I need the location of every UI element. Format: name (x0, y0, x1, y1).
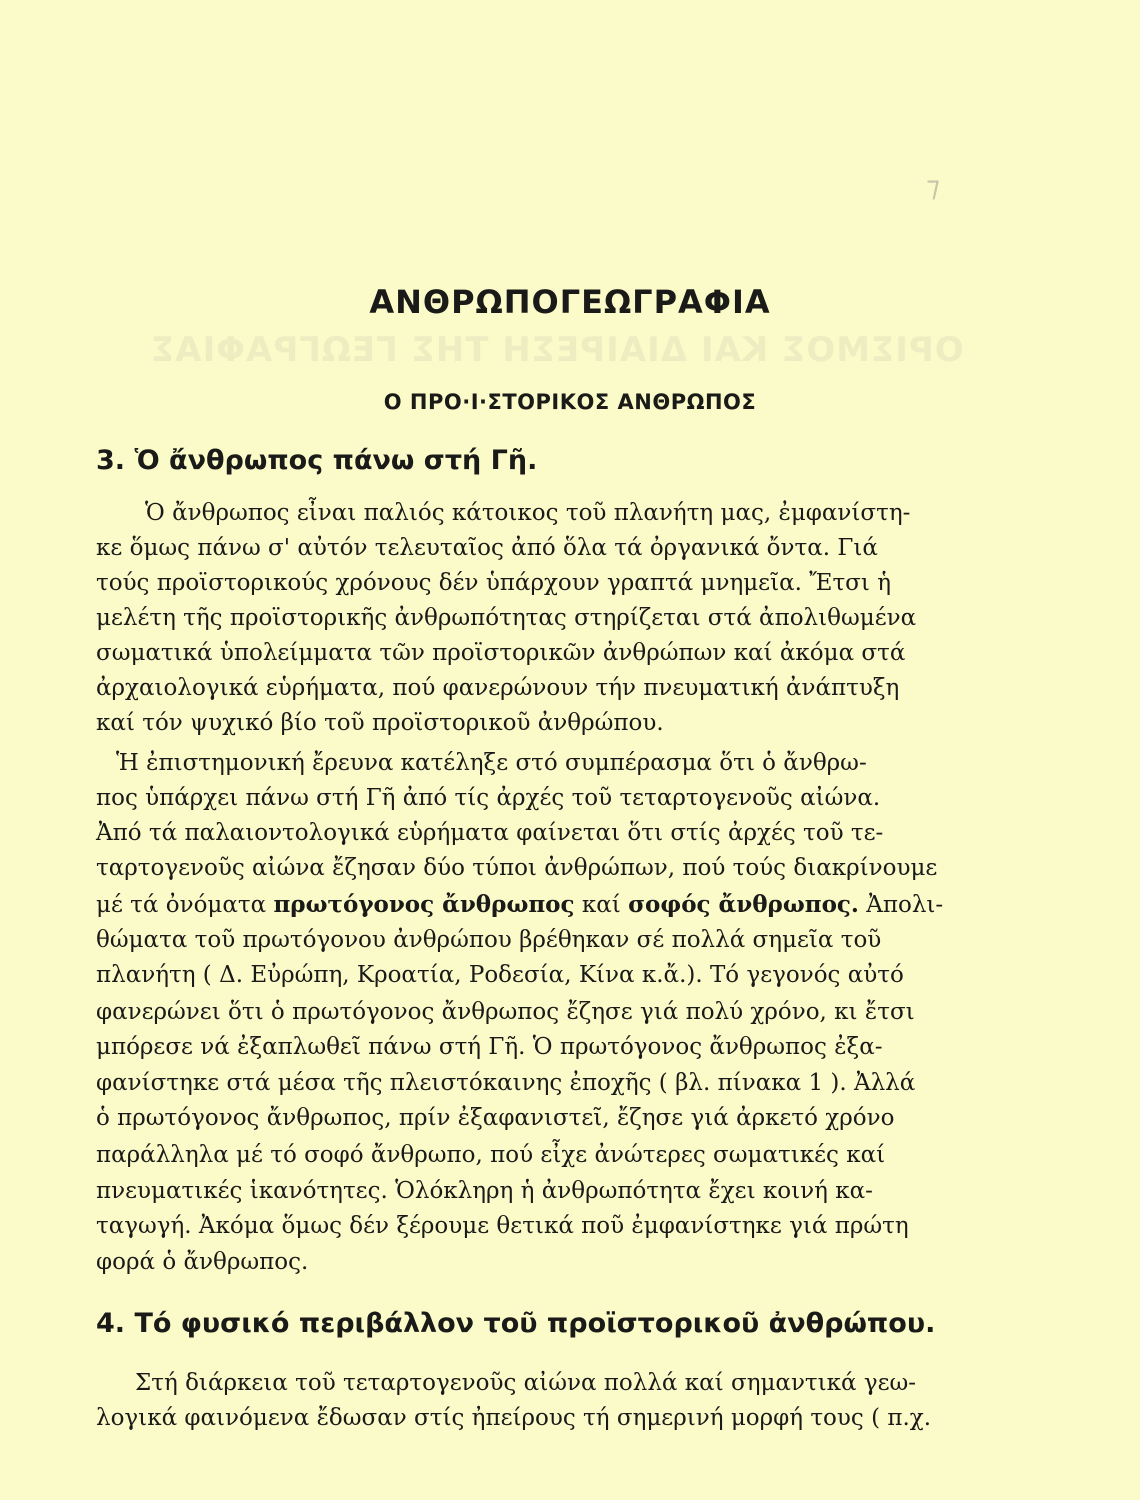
body-line: πος ὑπάρχει πάνω στή Γῆ ἀπό τίς ἀρχές τοῦ τεταρτογενοῦς αἰώνα. (96, 785, 881, 811)
body-line: φανίστηκε στά μέσα τῆς πλειστόκαινης ἐποχῆς ( βλ. πίνακα 1 ). Ἀλλά (96, 1070, 916, 1096)
body-line: σωματικά ὑπολείμματα τῶν προϊστορικῶν ἀνθρώπων καί ἀκόμα στά (96, 640, 906, 666)
body-line: καί τόν ψυχικό βίο τοῦ προϊστορικοῦ ἀνθρώπου. (96, 710, 664, 736)
body-line: κε ὅμως πάνω σ' αὐτόν τελευταῖος ἀπό ὅλα τά ὀργανικά ὄντα. Γιά (96, 535, 878, 561)
body-line: φορά ὁ ἄνθρωπος. (96, 1249, 309, 1275)
body-line: ὁ πρωτόγονος ἄνθρωπος, πρίν ἐξαφανιστεῖ, ἔζησε γιά ἀρκετό χρόνο (96, 1105, 895, 1131)
body-line: ταρτογενοῦς αἰώνα ἔζησαν δύο τύποι ἀνθρώπων, πού τούς διακρίνουμε (96, 855, 938, 881)
body-line: Στή διάρκεια τοῦ τεταρτογενοῦς αἰώνα πολλά καί σημαντικά γεω- (135, 1370, 917, 1396)
body-line: τούς προϊστορικούς χρόνους δέν ὑπάρχουν γραπτά μνημεῖα. Ἔτσι ἡ (96, 570, 891, 596)
chapter-subtitle: Ο ΠΡΟ·Ι·ΣΤΟΡΙΚΟΣ ΑΝΘΡΩΠΟΣ (383, 390, 757, 414)
term-wise-man: σοφός ἄνθρωπος. (628, 891, 859, 918)
section-3-heading: 3. Ὁ ἄνθρωπος πάνω στή Γῆ. (96, 445, 538, 476)
main-title: ΑΝΘΡΩΠΟΓΕΩΓΡΑΦΙΑ (369, 283, 771, 321)
section-4-heading: 4. Τό φυσικό περιβάλλον τοῦ προϊστορικοῦ ἀνθρώπου. (96, 1308, 936, 1339)
line-text: καί (581, 892, 621, 918)
term-primitive-man: πρωτόγονος ἄνθρωπος (273, 891, 575, 918)
body-line: Ἀπό τά παλαιοντολογικά εὑρήματα φαίνεται ὅτι στίς ἀρχές τοῦ τε- (96, 820, 884, 846)
body-line: θώματα τοῦ πρωτόγονου ἀνθρώπου βρέθηκαν σέ πολλά σημεῖα τοῦ (96, 927, 882, 953)
body-line: φανερώνει ὅτι ὁ πρωτόγονος ἄνθρωπος ἔζησε γιά πολύ χρόνο, κι ἔτσι (96, 999, 915, 1025)
body-line: λογικά φαινόμενα ἔδωσαν στίς ἠπείρους τή σημερινή μορφή τους ( π.χ. (96, 1405, 932, 1431)
body-line: παράλληλα μέ τό σοφό ἄνθρωπο, πού εἶχε ἀνώτερες σωματικές καί (96, 1142, 886, 1168)
body-line: μπόρεσε νά ἐξαπλωθεῖ πάνω στή Γῆ. Ὁ πρωτόγονος ἄνθρωπος ἐξα- (96, 1034, 883, 1060)
body-line: πνευματικές ἱκανότητες. Ὁλόκληρη ἡ ἀνθρωπότητα ἔχει κοινή κα- (96, 1178, 873, 1204)
body-line: ἀρχαιολογικά εὑρήματα, πού φανερώνουν τήν πνευματική ἀνάπτυξη (96, 675, 900, 701)
body-line: Ὁ ἄνθρωπος εἶναι παλιός κάτοικος τοῦ πλανήτη μας, ἐμφανίστη- (145, 500, 911, 526)
paper-smudge-mark: ⁊ (926, 170, 940, 203)
body-line: Ἡ ἐπιστημονική ἔρευνα κατέληξε στό συμπέρασμα ὅτι ὁ ἄνθρω- (116, 750, 867, 776)
body-line: ταγωγή. Ἀκόμα ὅμως δέν ξέρουμε θετικά ποῦ ἐμφανίστηκε γιά πρώτη (96, 1213, 909, 1239)
bleed-through-text: ΟΡΙΣΜΟΣ ΚΑΙ ΔΙΑΙΡΕΣΗ ΤΗΣ ΓΕΩΓΡΑΦΙΑΣ (150, 330, 964, 370)
line-text: μέ τά ὀνόματα (96, 892, 267, 918)
body-line: μελέτη τῆς προϊστορικῆς ἀνθρωπότητας στηρίζεται στά ἀπολιθωμένα (96, 605, 917, 631)
body-line-with-terms (96, 890, 943, 920)
body-line: πλανήτη ( Δ. Εὐρώπη, Κροατία, Ροδεσία, Κίνα κ.ἄ.). Τό γεγονός αὐτό (96, 962, 904, 988)
line-text: Ἀπολι- (866, 892, 944, 918)
